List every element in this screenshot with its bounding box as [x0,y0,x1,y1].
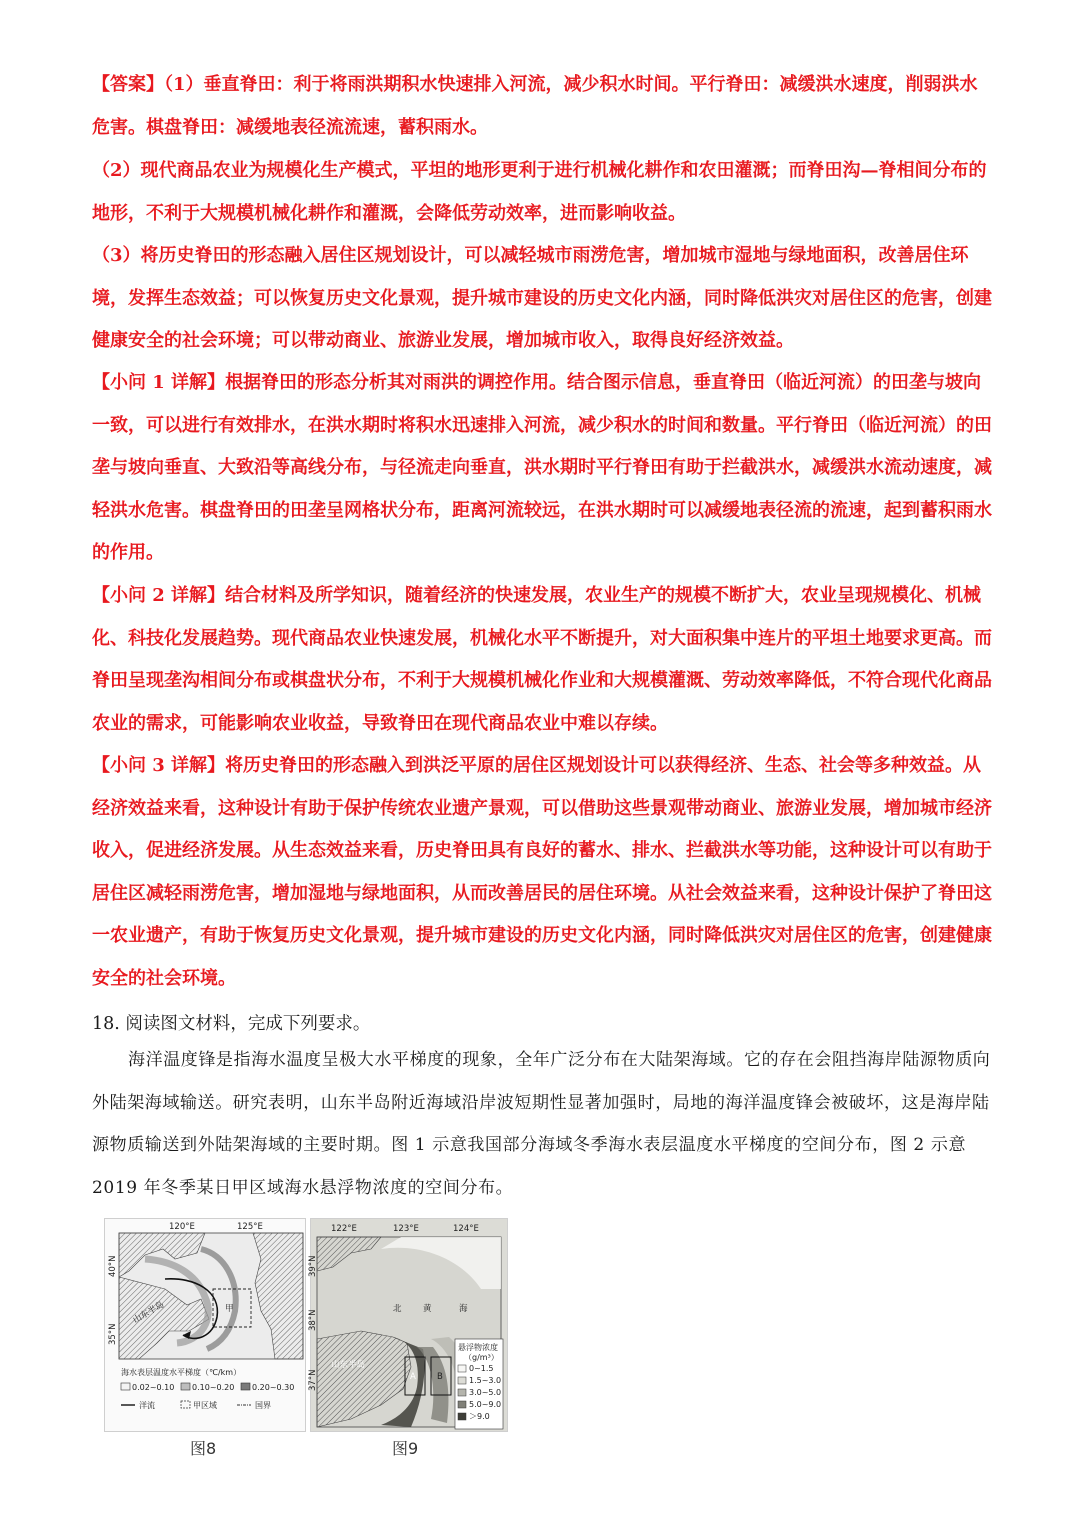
lat-38-label: 38°N [308,1309,318,1331]
fig8-legend-border: 国界 [255,1401,271,1410]
lon-120-label: 120°E [169,1222,195,1232]
fig9-legend-5: ＞9.0 [469,1412,490,1421]
question-title: 18. 阅读图文材料，完成下列要求。 [92,1014,371,1034]
detail-paragraph-2 [92,575,992,745]
lon-123-label: 123°E [393,1224,419,1234]
lat-35-label: 35°N [108,1323,118,1345]
answer-tag: 【答案】 [92,74,164,95]
detail-paragraph-1 [92,362,992,575]
detail-paragraph-3 [92,745,992,1001]
lon-125-label: 125°E [237,1222,263,1232]
fig8-legend-title: 海水表层温度水平梯度（℃/km） [121,1368,242,1377]
sea-char-2: 黄 [423,1304,432,1314]
fig8-legend-swatch-2 [181,1383,190,1390]
fig8-legend-3: 0.20~0.30 [252,1383,295,1392]
fig9-legend-3: 3.0~5.0 [469,1388,502,1397]
fig8-legend-swatch-3 [241,1383,250,1390]
figure-9-svg [308,1219,507,1431]
answer-paragraph-3: （3）将历史脊田的形态融入居住区规划设计，可以减轻城市雨涝危害，增加城市湿地与绿地面积，改善居住环境，发挥生态效益；可以恢复历史文化景观，提升城市建设的历史文化内涵，同时降低洪灾对居住区的危害，创建健康安全的社会环境；可以带动商业、旅游业发展，增加城市收入，取得良好经济效益。 [92,245,992,352]
detail-tag-1: 【小问 1 详解】 [92,372,226,393]
fig8-legend-current: 洋流 [139,1401,155,1410]
shandong-label: 山东半岛 [131,1299,166,1326]
sea-char-1: 北 [393,1304,402,1314]
box-b-label: B [437,1372,443,1382]
fig9-legend-title: 悬浮物浓度 [458,1343,498,1352]
fig9-legend-1: 0~1.5 [469,1364,494,1373]
shandong-label: 山东半岛 [331,1360,366,1370]
detail-tag-3: 【小问 3 详解】 [92,755,226,776]
figure-9-map [310,1218,508,1432]
detail-tag-2: 【小问 2 详解】 [92,585,226,606]
detail-text-2: 结合材料及所学知识，随着经济的快速发展，农业生产的规模不断扩大，农业呈现规模化、机械化、科技化发展趋势。现代商品农业快速发展，机械化水平不断提升，对大面积集中连片的平坦土地要求更高。而脊田呈现垄沟相间分布或棋盘状分布，不利于大规模机械化作业和大规模灌溉、劳动效率降低，不符合现代化商品农业的需求，可能影响农业收益，导致脊田在现代商品农业中难以存续。 [92,585,992,734]
fig9-legend-unit: （g/m³） [464,1353,499,1362]
detail-text-1: 根据脊田的形态分析其对雨洪的调控作用。结合图示信息，垂直脊田（临近河流）的田垄与坡向一致，可以进行有效排水，在洪水期时将积水迅速排入河流，减少积水的时间和数量。平行脊田（临近河流）的田垄与坡向垂直、大致沿等高线分布，与径流走向垂直，洪水期时平行脊田有助于拦截洪水，减缓洪水流动速度，减轻洪水危害。棋盘脊田的田垄呈网格状分布，距离河流较远，在洪水期时可以减缓地表径流的流速，起到蓄积雨水的作用。 [92,372,992,564]
zone-jia-label: 甲 [225,1304,234,1314]
sea-char-3: 海 [459,1304,468,1314]
lat-39-label: 39°N [308,1255,318,1277]
lon-122-label: 122°E [331,1224,357,1234]
figure-8-map [104,1218,306,1432]
lon-124-label: 124°E [453,1224,479,1234]
fig8-legend-zone: 甲区域 [193,1401,217,1410]
fig8-legend-1: 0.02~0.10 [132,1383,175,1392]
fig8-legend-2: 0.10~0.20 [192,1383,235,1392]
answer-paragraph-1 [92,64,992,149]
figure-8-caption: 图8 [190,1439,217,1458]
figure-8-svg [105,1219,305,1431]
box-a-label: A [410,1372,416,1382]
answer-paragraph-2: （2）现代商品农业为规模化生产模式，平坦的地形更利于进行机械化耕作和农田灌溉；而脊田沟—脊相间分布的地形，不利于大规模机械化耕作和灌溉，会降低劳动效率，进而影响收益。 [92,160,987,224]
question-material: 海洋温度锋是指海水温度呈极大水平梯度的现象，全年广泛分布在大陆架海域。它的存在会阻挡海岸陆源物质向外陆架海域输送。研究表明，山东半岛附近海域沿岸波短期性显著加强时，局地的海洋温度锋会被破坏，这是海岸陆源物质输送到外陆架海域的主要时期。图 1 示意我国部分海域冬季海水表层温度水平梯度的空间分布，图 2 示意 2019 年冬季某日甲区域海水悬浮物浓度的空间分布。 [92,1050,991,1198]
fig9-legend-4: 5.0~9.0 [469,1400,502,1409]
fig9-legend-2: 1.5~3.0 [469,1376,502,1385]
answer-text-1: （1）垂直脊田：利于将雨洪期积水快速排入河流，减少积水时间。平行脊田：减缓洪水速度，削弱洪水危害。棋盘脊田：减缓地表径流流速，蓄积雨水。 [92,74,978,138]
lat-40-label: 40°N [108,1255,118,1277]
fig8-legend-swatch-1 [121,1383,130,1390]
lat-37-label: 37°N [308,1369,318,1391]
figure-9-caption: 图9 [392,1439,419,1458]
detail-text-3: 将历史脊田的形态融入到洪泛平原的居住区规划设计可以获得经济、生态、社会等多种效益。从经济效益来看，这种设计有助于保护传统农业遗产景观，可以借助这些景观带动商业、旅游业发展，增加城市经济收入，促进经济发展。从生态效益来看，历史脊田具有良好的蓄水、排水、拦截洪水等功能，这种设计可以有助于居住区减轻雨涝危害，增加湿地与绿地面积，从而改善居民的居住环境。从社会效益来看，这种设计保护了脊田这一农业遗产，有助于恢复历史文化景观，提升城市建设的历史文化内涵，同时降低洪灾对居住区的危害，创建健康安全的社会环境。 [92,755,992,989]
